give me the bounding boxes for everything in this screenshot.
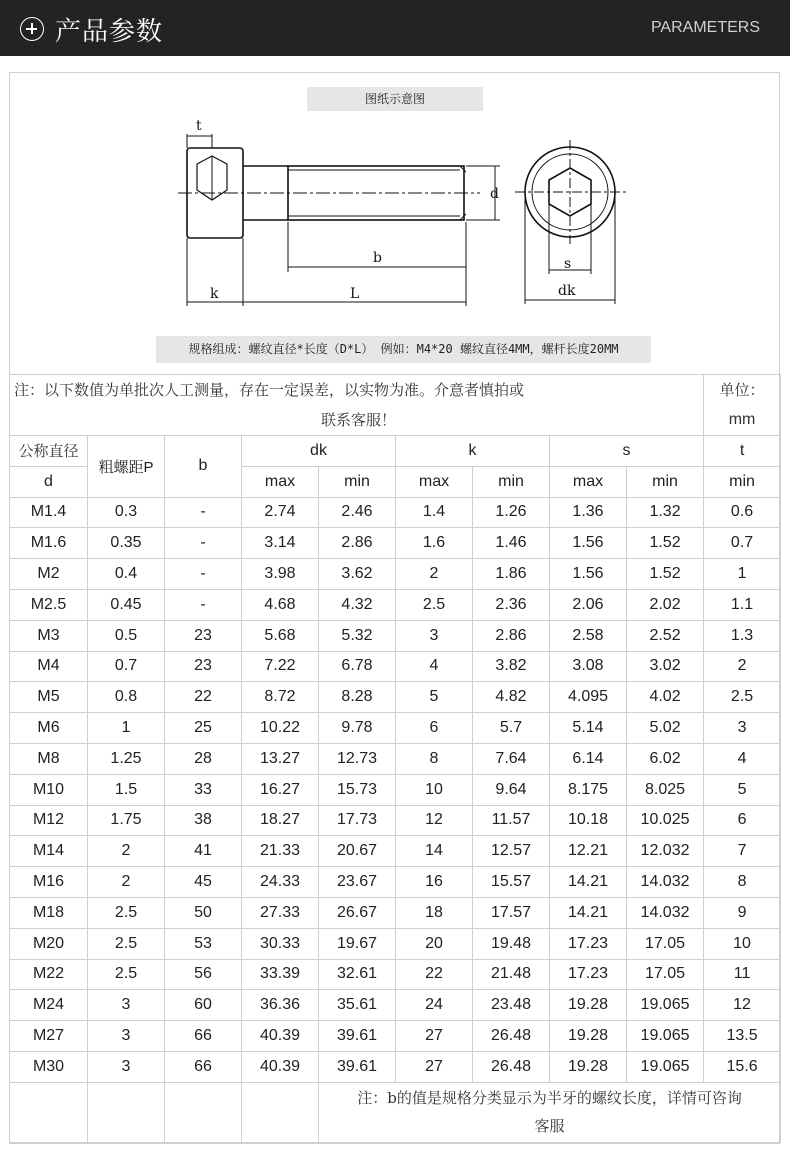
table-cell: 1.52 — [627, 528, 704, 559]
table-cell: 40.39 — [242, 1021, 319, 1052]
table-cell: 4.095 — [550, 682, 627, 713]
table-row — [10, 620, 781, 651]
table-cell: 17.23 — [550, 959, 627, 990]
table-cell: 26.48 — [473, 1051, 550, 1082]
table-cell: 3 — [88, 990, 165, 1021]
table-cell: 1.52 — [627, 559, 704, 590]
table-cell: M10 — [10, 774, 88, 805]
header-s-max: max — [550, 466, 627, 497]
table-row — [10, 1021, 781, 1052]
table-cell: M6 — [10, 713, 88, 744]
table-row — [10, 928, 781, 959]
table-cell: 16 — [396, 867, 473, 898]
table-cell: 9.64 — [473, 774, 550, 805]
table-cell: M1.6 — [10, 528, 88, 559]
table-cell: 2.5 — [704, 682, 781, 713]
table-row — [10, 897, 781, 928]
table-cell: 2.02 — [627, 589, 704, 620]
table-cell: 1.36 — [550, 497, 627, 528]
table-cell: 53 — [165, 928, 242, 959]
table-row — [10, 713, 781, 744]
table-cell: 24 — [396, 990, 473, 1021]
parameters-table — [9, 374, 781, 1143]
table-cell: M22 — [10, 959, 88, 990]
table-cell: 23 — [165, 651, 242, 682]
table-cell: 7.22 — [242, 651, 319, 682]
table-cell: 60 — [165, 990, 242, 1021]
table-cell: 12 — [396, 805, 473, 836]
table-cell: 9 — [704, 897, 781, 928]
dim-L-label: L — [350, 286, 360, 302]
table-cell: 0.7 — [704, 528, 781, 559]
header-nominal: 公称直径 — [10, 436, 88, 467]
table-cell: 10.22 — [242, 713, 319, 744]
table-cell: 24.33 — [242, 867, 319, 898]
table-cell: 1.1 — [704, 589, 781, 620]
table-cell: 26.48 — [473, 1021, 550, 1052]
table-cell: 3.14 — [242, 528, 319, 559]
table-cell: 1.3 — [704, 620, 781, 651]
table-cell: 21.33 — [242, 836, 319, 867]
empty-cell — [88, 1082, 165, 1142]
table-cell: 33 — [165, 774, 242, 805]
table-cell: M24 — [10, 990, 88, 1021]
header-s-min: min — [627, 466, 704, 497]
table-cell: M27 — [10, 1021, 88, 1052]
table-cell: 3 — [704, 713, 781, 744]
header-pitch: 粗螺距P — [88, 436, 165, 498]
header-row-1 — [10, 436, 781, 467]
table-cell: 17.05 — [627, 928, 704, 959]
note-row — [10, 375, 781, 436]
table-row — [10, 805, 781, 836]
table-cell: 23.48 — [473, 990, 550, 1021]
table-cell: 3.08 — [550, 651, 627, 682]
table-cell: M5 — [10, 682, 88, 713]
table-row — [10, 990, 781, 1021]
table-row — [10, 774, 781, 805]
table-cell: 0.7 — [88, 651, 165, 682]
table-cell: 15.73 — [319, 774, 396, 805]
table-cell: 3.82 — [473, 651, 550, 682]
table-cell: 10.18 — [550, 805, 627, 836]
table-cell: 66 — [165, 1051, 242, 1082]
table-cell: 23 — [165, 620, 242, 651]
table-cell: 2.5 — [88, 897, 165, 928]
table-cell: 14.21 — [550, 867, 627, 898]
table-row — [10, 1051, 781, 1082]
table-cell: 20.67 — [319, 836, 396, 867]
table-cell: 7.64 — [473, 743, 550, 774]
table-row — [10, 836, 781, 867]
table-cell: 14.032 — [627, 867, 704, 898]
header-b: b — [165, 436, 242, 498]
table-cell: 22 — [396, 959, 473, 990]
table-cell: 39.61 — [319, 1051, 396, 1082]
table-cell: 8 — [396, 743, 473, 774]
table-cell: M16 — [10, 867, 88, 898]
dim-s-label: s — [564, 256, 572, 272]
table-cell: 0.5 — [88, 620, 165, 651]
table-cell: 8.28 — [319, 682, 396, 713]
table-cell: 2.86 — [319, 528, 396, 559]
table-cell: 1.86 — [473, 559, 550, 590]
table-cell: 16.27 — [242, 774, 319, 805]
table-cell: 13.27 — [242, 743, 319, 774]
table-cell: 23.67 — [319, 867, 396, 898]
table-cell: 10 — [704, 928, 781, 959]
table-cell: 35.61 — [319, 990, 396, 1021]
measurement-note: 注：以下数值为单批次人工测量，存在一定误差，以实物为准。介意者慎拍或 联系客服！ — [10, 375, 704, 436]
table-cell: 0.3 — [88, 497, 165, 528]
table-cell: 5.68 — [242, 620, 319, 651]
table-cell: 26.67 — [319, 897, 396, 928]
table-cell: 2 — [88, 836, 165, 867]
table-cell: - — [165, 559, 242, 590]
table-cell: 22 — [165, 682, 242, 713]
table-cell: 8.025 — [627, 774, 704, 805]
table-cell: 12 — [704, 990, 781, 1021]
table-cell: 66 — [165, 1021, 242, 1052]
table-cell: 18.27 — [242, 805, 319, 836]
table-cell: M14 — [10, 836, 88, 867]
empty-cell — [165, 1082, 242, 1142]
table-cell: 1.56 — [550, 528, 627, 559]
footnote-row — [10, 1082, 781, 1142]
table-cell: 2.86 — [473, 620, 550, 651]
table-cell: M20 — [10, 928, 88, 959]
section-header — [0, 0, 790, 56]
table-cell: 6.78 — [319, 651, 396, 682]
table-row — [10, 589, 781, 620]
table-cell: 0.4 — [88, 559, 165, 590]
table-cell: 36.36 — [242, 990, 319, 1021]
section-title: 产品参数 — [55, 17, 164, 47]
dim-k-label: k — [210, 286, 219, 302]
table-cell: 8 — [704, 867, 781, 898]
header-k: k — [396, 436, 550, 467]
spec-note: 规格组成：螺纹直径*长度（D*L） 例如：M4*20 螺纹直径4MM，螺杆长度20MM — [156, 336, 651, 363]
table-cell: 19.065 — [627, 1021, 704, 1052]
empty-cell — [242, 1082, 319, 1142]
table-cell: 6 — [396, 713, 473, 744]
table-cell: 5 — [396, 682, 473, 713]
table-cell: 4 — [396, 651, 473, 682]
table-cell: 4.02 — [627, 682, 704, 713]
header-s: s — [550, 436, 704, 467]
table-cell: 30.33 — [242, 928, 319, 959]
table-row — [10, 528, 781, 559]
table-cell: 1 — [704, 559, 781, 590]
table-cell: 0.6 — [704, 497, 781, 528]
plus-circle-icon — [20, 17, 44, 41]
dim-dk-label: dk — [558, 283, 576, 299]
table-row — [10, 867, 781, 898]
table-cell: 19.67 — [319, 928, 396, 959]
table-cell: 17.05 — [627, 959, 704, 990]
table-row — [10, 682, 781, 713]
table-cell: 50 — [165, 897, 242, 928]
table-cell: 12.21 — [550, 836, 627, 867]
unit-cell: 单位： mm — [704, 375, 781, 436]
table-cell: M4 — [10, 651, 88, 682]
table-cell: 2.58 — [550, 620, 627, 651]
table-cell: 38 — [165, 805, 242, 836]
table-cell: 19.28 — [550, 1021, 627, 1052]
table-cell: 20 — [396, 928, 473, 959]
table-cell: 2 — [88, 867, 165, 898]
table-cell: 4 — [704, 743, 781, 774]
table-cell: 15.57 — [473, 867, 550, 898]
table-cell: 3.62 — [319, 559, 396, 590]
table-row — [10, 651, 781, 682]
dim-b-label: b — [373, 250, 382, 266]
table-cell: M3 — [10, 620, 88, 651]
table-cell: 12.032 — [627, 836, 704, 867]
table-cell: 2 — [396, 559, 473, 590]
table-cell: 27 — [396, 1051, 473, 1082]
table-cell: M18 — [10, 897, 88, 928]
table-cell: 25 — [165, 713, 242, 744]
table-cell: 39.61 — [319, 1021, 396, 1052]
table-cell: 21.48 — [473, 959, 550, 990]
table-cell: - — [165, 589, 242, 620]
table-cell: 13.5 — [704, 1021, 781, 1052]
table-row — [10, 497, 781, 528]
section-subtitle: PARAMETERS — [650, 19, 760, 36]
table-cell: 41 — [165, 836, 242, 867]
table-cell: M1.4 — [10, 497, 88, 528]
table-cell: 1.32 — [627, 497, 704, 528]
table-cell: 1 — [88, 713, 165, 744]
table-cell: 40.39 — [242, 1051, 319, 1082]
table-cell: 7 — [704, 836, 781, 867]
header-k-max: max — [396, 466, 473, 497]
table-cell: 27 — [396, 1021, 473, 1052]
table-cell: 1.25 — [88, 743, 165, 774]
table-cell: - — [165, 497, 242, 528]
screw-diagram — [150, 112, 640, 332]
table-cell: 28 — [165, 743, 242, 774]
table-cell: 6.02 — [627, 743, 704, 774]
table-cell: 8.175 — [550, 774, 627, 805]
table-cell: 27.33 — [242, 897, 319, 928]
table-cell: 3 — [396, 620, 473, 651]
table-cell: 2.46 — [319, 497, 396, 528]
dim-t-label: t — [196, 118, 202, 134]
empty-cell — [10, 1082, 88, 1142]
table-cell: M2.5 — [10, 589, 88, 620]
table-cell: 8.72 — [242, 682, 319, 713]
table-row — [10, 559, 781, 590]
table-cell: 4.82 — [473, 682, 550, 713]
header-k-min: min — [473, 466, 550, 497]
table-cell: 2.5 — [88, 928, 165, 959]
table-cell: 17.73 — [319, 805, 396, 836]
header-dk-min: min — [319, 466, 396, 497]
table-cell: 17.23 — [550, 928, 627, 959]
table-cell: - — [165, 528, 242, 559]
table-cell: 1.56 — [550, 559, 627, 590]
diagram-label: 图纸示意图 — [307, 87, 483, 111]
table-cell: 6 — [704, 805, 781, 836]
table-cell: 5.32 — [319, 620, 396, 651]
table-cell: 14 — [396, 836, 473, 867]
table-cell: 18 — [396, 897, 473, 928]
table-cell: 10 — [396, 774, 473, 805]
table-cell: 11 — [704, 959, 781, 990]
table-cell: 10.025 — [627, 805, 704, 836]
table-cell: 3.02 — [627, 651, 704, 682]
table-cell: 5.14 — [550, 713, 627, 744]
table-cell: 2.52 — [627, 620, 704, 651]
table-cell: 0.35 — [88, 528, 165, 559]
table-cell: 1.6 — [396, 528, 473, 559]
table-cell: 3 — [88, 1051, 165, 1082]
table-cell: 19.28 — [550, 1051, 627, 1082]
table-cell: 1.26 — [473, 497, 550, 528]
table-cell: M12 — [10, 805, 88, 836]
table-cell: 3 — [88, 1021, 165, 1052]
table-cell: 1.46 — [473, 528, 550, 559]
header-nominal-d: d — [10, 466, 88, 497]
table-row — [10, 743, 781, 774]
table-cell: 2 — [704, 651, 781, 682]
table-cell: 1.75 — [88, 805, 165, 836]
table-cell: 5 — [704, 774, 781, 805]
table-cell: M8 — [10, 743, 88, 774]
table-cell: 4.68 — [242, 589, 319, 620]
table-cell: 12.57 — [473, 836, 550, 867]
table-cell: 33.39 — [242, 959, 319, 990]
header-t-min: min — [704, 466, 781, 497]
table-cell: 45 — [165, 867, 242, 898]
table-cell: 2.06 — [550, 589, 627, 620]
table-cell: 15.6 — [704, 1051, 781, 1082]
table-cell: 4.32 — [319, 589, 396, 620]
table-cell: 2.74 — [242, 497, 319, 528]
table-cell: 0.8 — [88, 682, 165, 713]
table-cell: 14.21 — [550, 897, 627, 928]
table-cell: 14.032 — [627, 897, 704, 928]
table-cell: 2.5 — [396, 589, 473, 620]
header-dk-max: max — [242, 466, 319, 497]
table-cell: 19.065 — [627, 1051, 704, 1082]
table-cell: 17.57 — [473, 897, 550, 928]
table-cell: 12.73 — [319, 743, 396, 774]
table-cell: 5.7 — [473, 713, 550, 744]
header-t: t — [704, 436, 781, 467]
table-row — [10, 959, 781, 990]
table-cell: 5.02 — [627, 713, 704, 744]
table-cell: 32.61 — [319, 959, 396, 990]
table-cell: 2.5 — [88, 959, 165, 990]
dim-d-label: d — [490, 186, 499, 202]
table-cell: M30 — [10, 1051, 88, 1082]
table-cell: 9.78 — [319, 713, 396, 744]
header-dk: dk — [242, 436, 396, 467]
b-value-footnote: 注：b的值是规格分类显示为半牙的螺纹长度，详情可咨询 客服 — [319, 1082, 781, 1142]
table-cell: 2.36 — [473, 589, 550, 620]
table-cell: 1.5 — [88, 774, 165, 805]
table-cell: 11.57 — [473, 805, 550, 836]
table-cell: 6.14 — [550, 743, 627, 774]
table-cell: 0.45 — [88, 589, 165, 620]
table-cell: M2 — [10, 559, 88, 590]
table-cell: 1.4 — [396, 497, 473, 528]
table-cell: 19.065 — [627, 990, 704, 1021]
table-cell: 56 — [165, 959, 242, 990]
table-cell: 19.28 — [550, 990, 627, 1021]
table-cell: 19.48 — [473, 928, 550, 959]
table-cell: 3.98 — [242, 559, 319, 590]
